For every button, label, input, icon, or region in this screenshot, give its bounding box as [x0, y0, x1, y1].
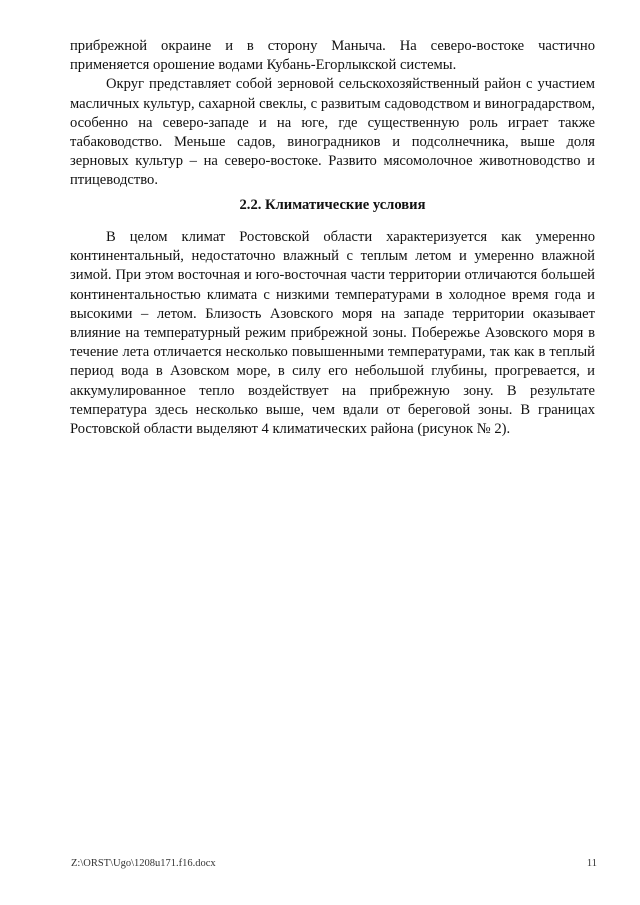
text-block-top: [70, 37, 595, 191]
text-block-climate: [70, 228, 595, 439]
footer-page-number: 11: [586, 858, 597, 869]
section-heading: 2.2. Климатические условия: [239, 197, 426, 213]
paragraph-continuation: прибрежной окраине и в сторону Маныча. На северо-востоке частично применяется орошение водами Кубань-Егорлыкской системы.: [70, 38, 595, 74]
paragraph-climate: В целом климат Ростовской области характеризуется как умеренно континентальный, недостаточно влажный с теплым летом и умеренно влажной зимой. При этом восточная и юго-восточная части территории отличаются большей континентальностью климата с низкими температурами в холодное время года и высокими – летом. Близость Азовского моря на западе территории оказывает влияние на температурный режим прибрежной зоны. Побережье Азовского моря в течение лета отличается несколько повышенными температурами, так как в теплый период вода в Азовском море, в силу его небольшой глубины, прогревается, и аккумулированное тепло воздействует на прибрежную зону. В результате температура здесь несколько выше, чем вдали от береговой зоны. В границах Ростовской области выделяют 4 климатических района (рисунок № 2).: [70, 229, 595, 438]
paragraph-agriculture: Округ представляет собой зерновой сельскохозяйственный район с участием масличных культур, сахарной свеклы, с развитым садоводством и виноградарством, особенно на северо-западе и на юге, где существенную роль играет также табаководство. Меньше садов, виноградников и подсолнечника, выше доля зерновых культур – на северо-востоке. Развито мясомолочное животноводство и птицеводство.: [70, 76, 595, 189]
footer-file-path: Z:\ORST\Ugo\1208u171.f16.docx: [71, 858, 216, 869]
